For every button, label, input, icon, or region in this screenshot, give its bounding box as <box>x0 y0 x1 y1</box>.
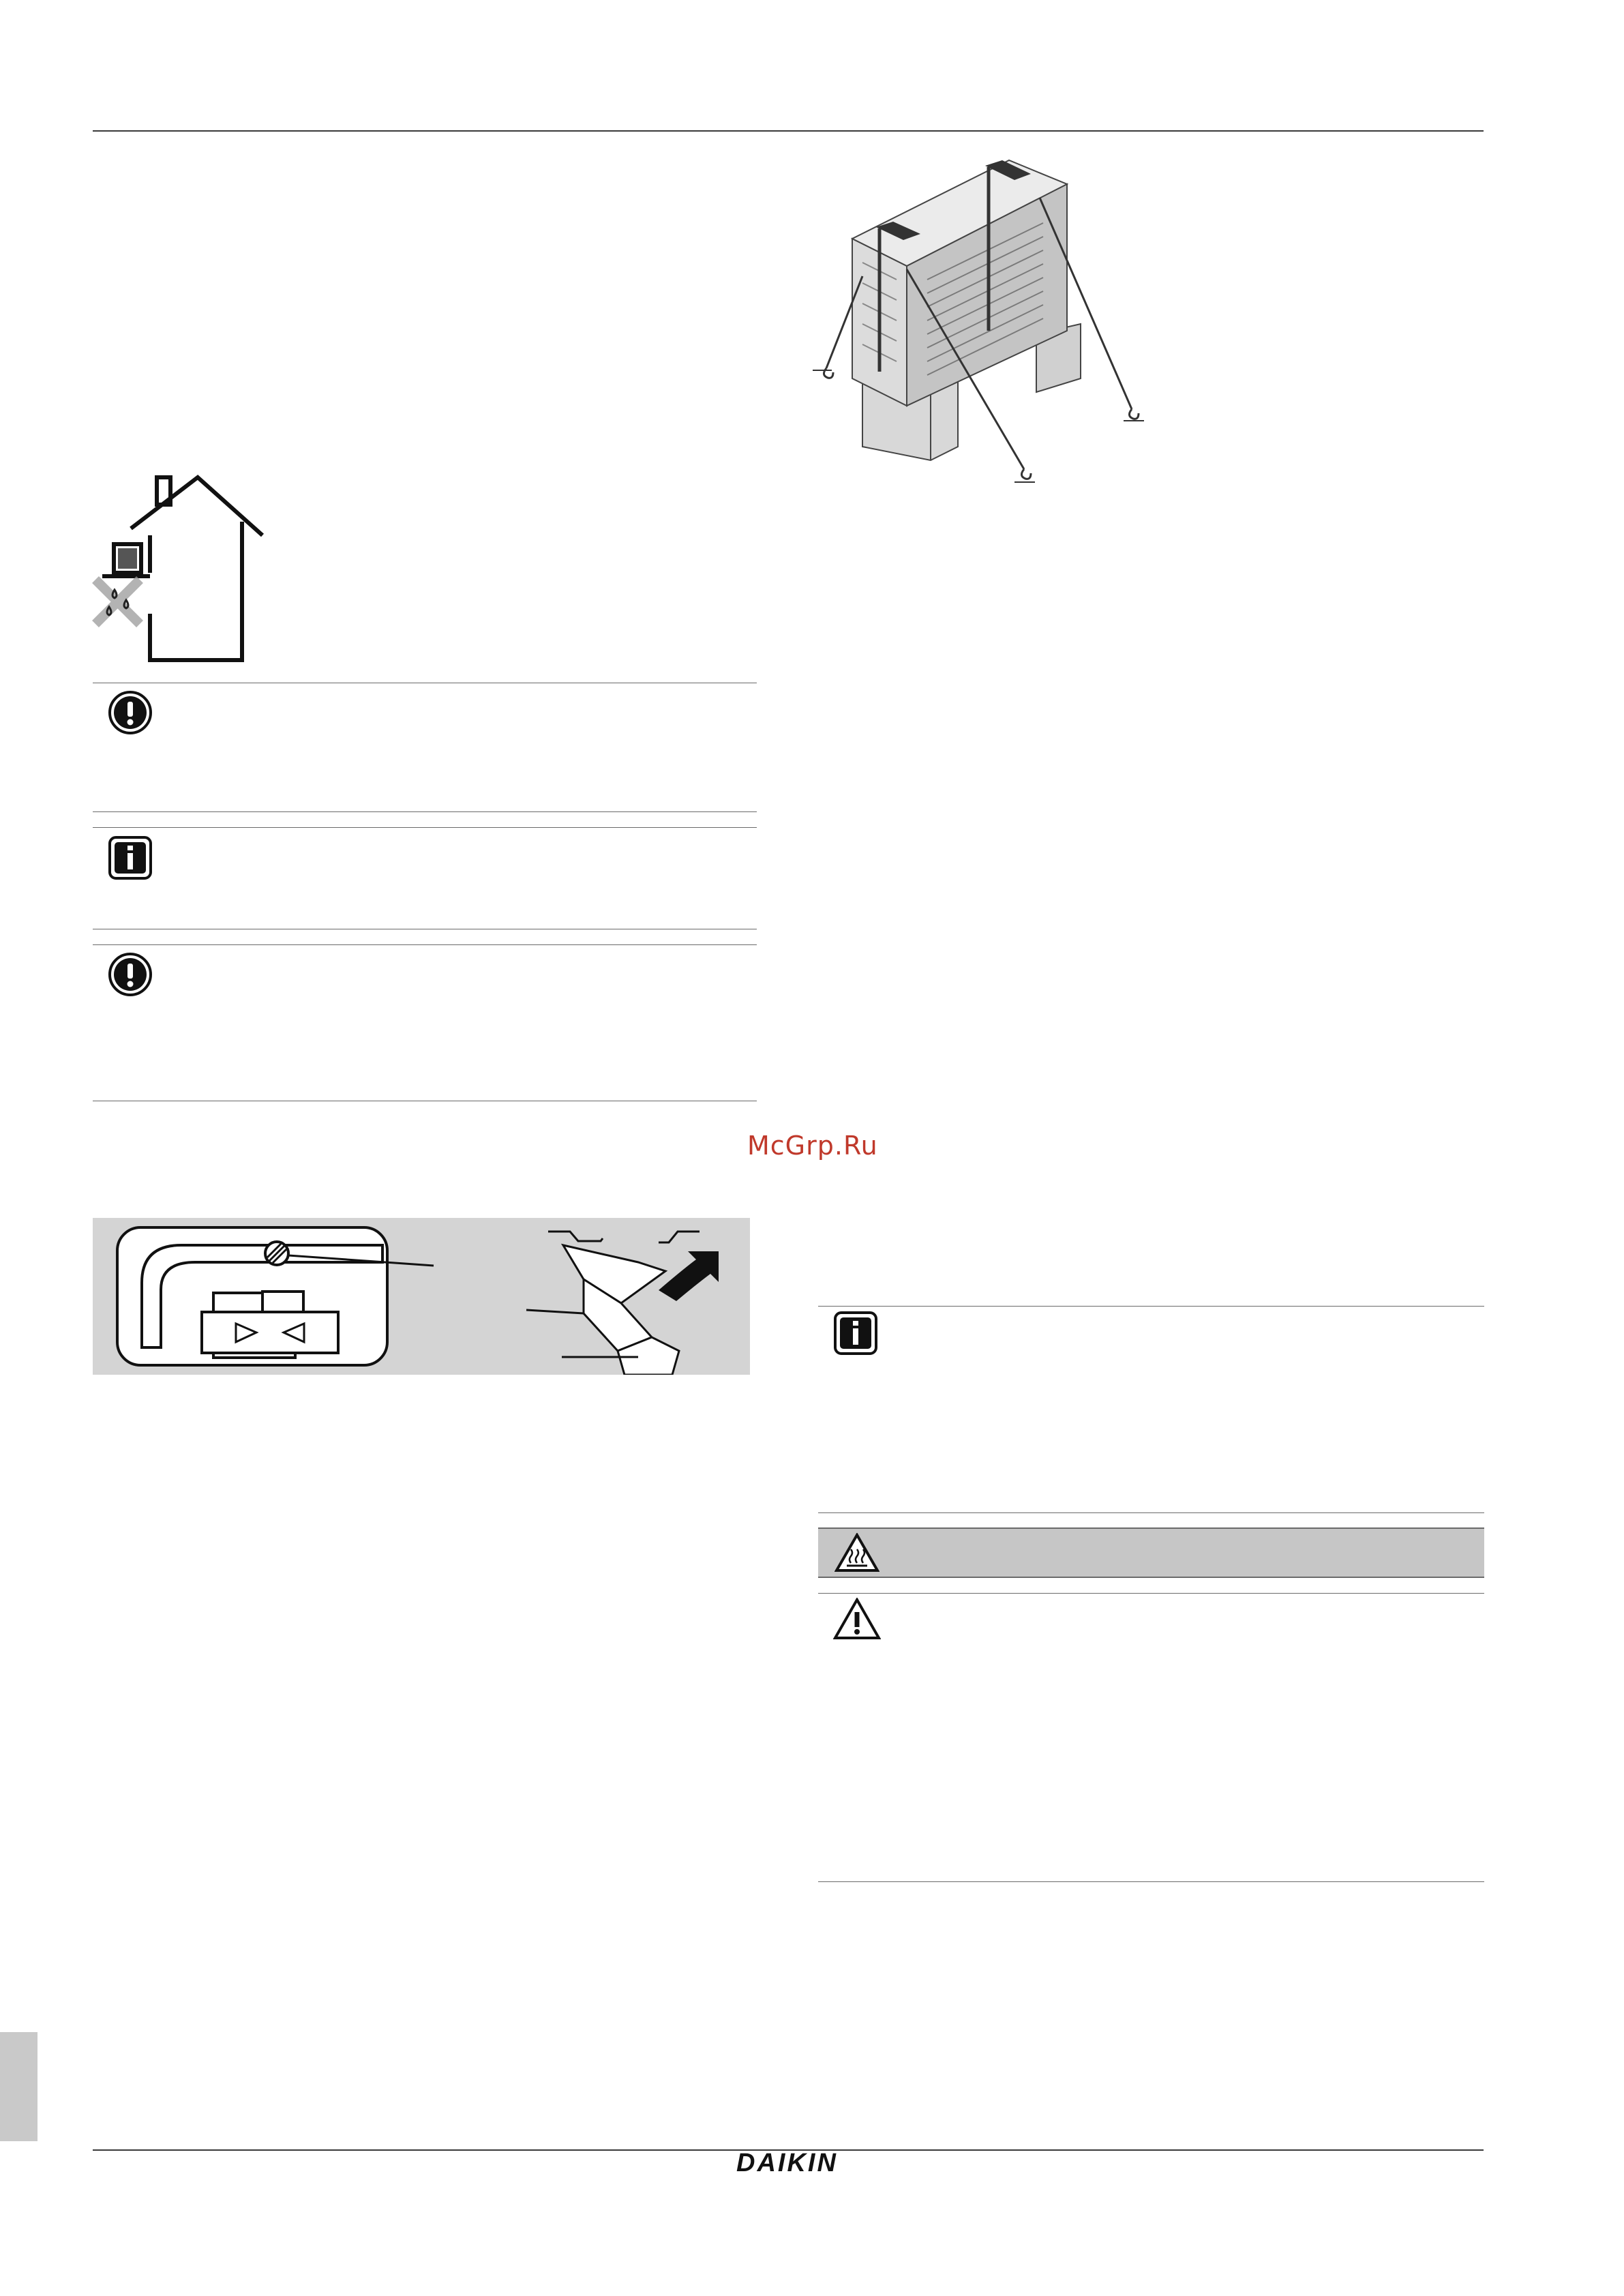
notice2-top-rule <box>93 944 757 945</box>
header-rule <box>93 130 1484 132</box>
caution-top-rule <box>818 1593 1484 1594</box>
caution-bottom-rule <box>818 1881 1484 1882</box>
chapter-tab <box>0 2032 37 2141</box>
info-box-icon <box>833 1311 878 1356</box>
daikin-logo: DAIKIN <box>736 2149 838 2177</box>
hot-surface-warning-icon <box>834 1533 879 1572</box>
right-info-top-rule <box>818 1306 1484 1307</box>
info-box-icon <box>108 835 153 880</box>
drain-figure-panel <box>93 1218 750 1375</box>
right-info-bottom-rule <box>818 1512 1484 1513</box>
info-top-rule <box>93 827 757 828</box>
hot-surface-bar <box>818 1527 1484 1578</box>
house-drip-figure <box>75 471 280 665</box>
watermark: McGrp.Ru <box>747 1131 878 1161</box>
exclamation-circle-icon <box>108 690 153 735</box>
notice-bottom-rule <box>93 811 757 812</box>
exclamation-circle-icon <box>108 952 153 997</box>
caution-triangle-icon <box>833 1598 881 1640</box>
outdoor-unit-strap-figure <box>811 147 1166 488</box>
drain-figure <box>93 1218 750 1375</box>
